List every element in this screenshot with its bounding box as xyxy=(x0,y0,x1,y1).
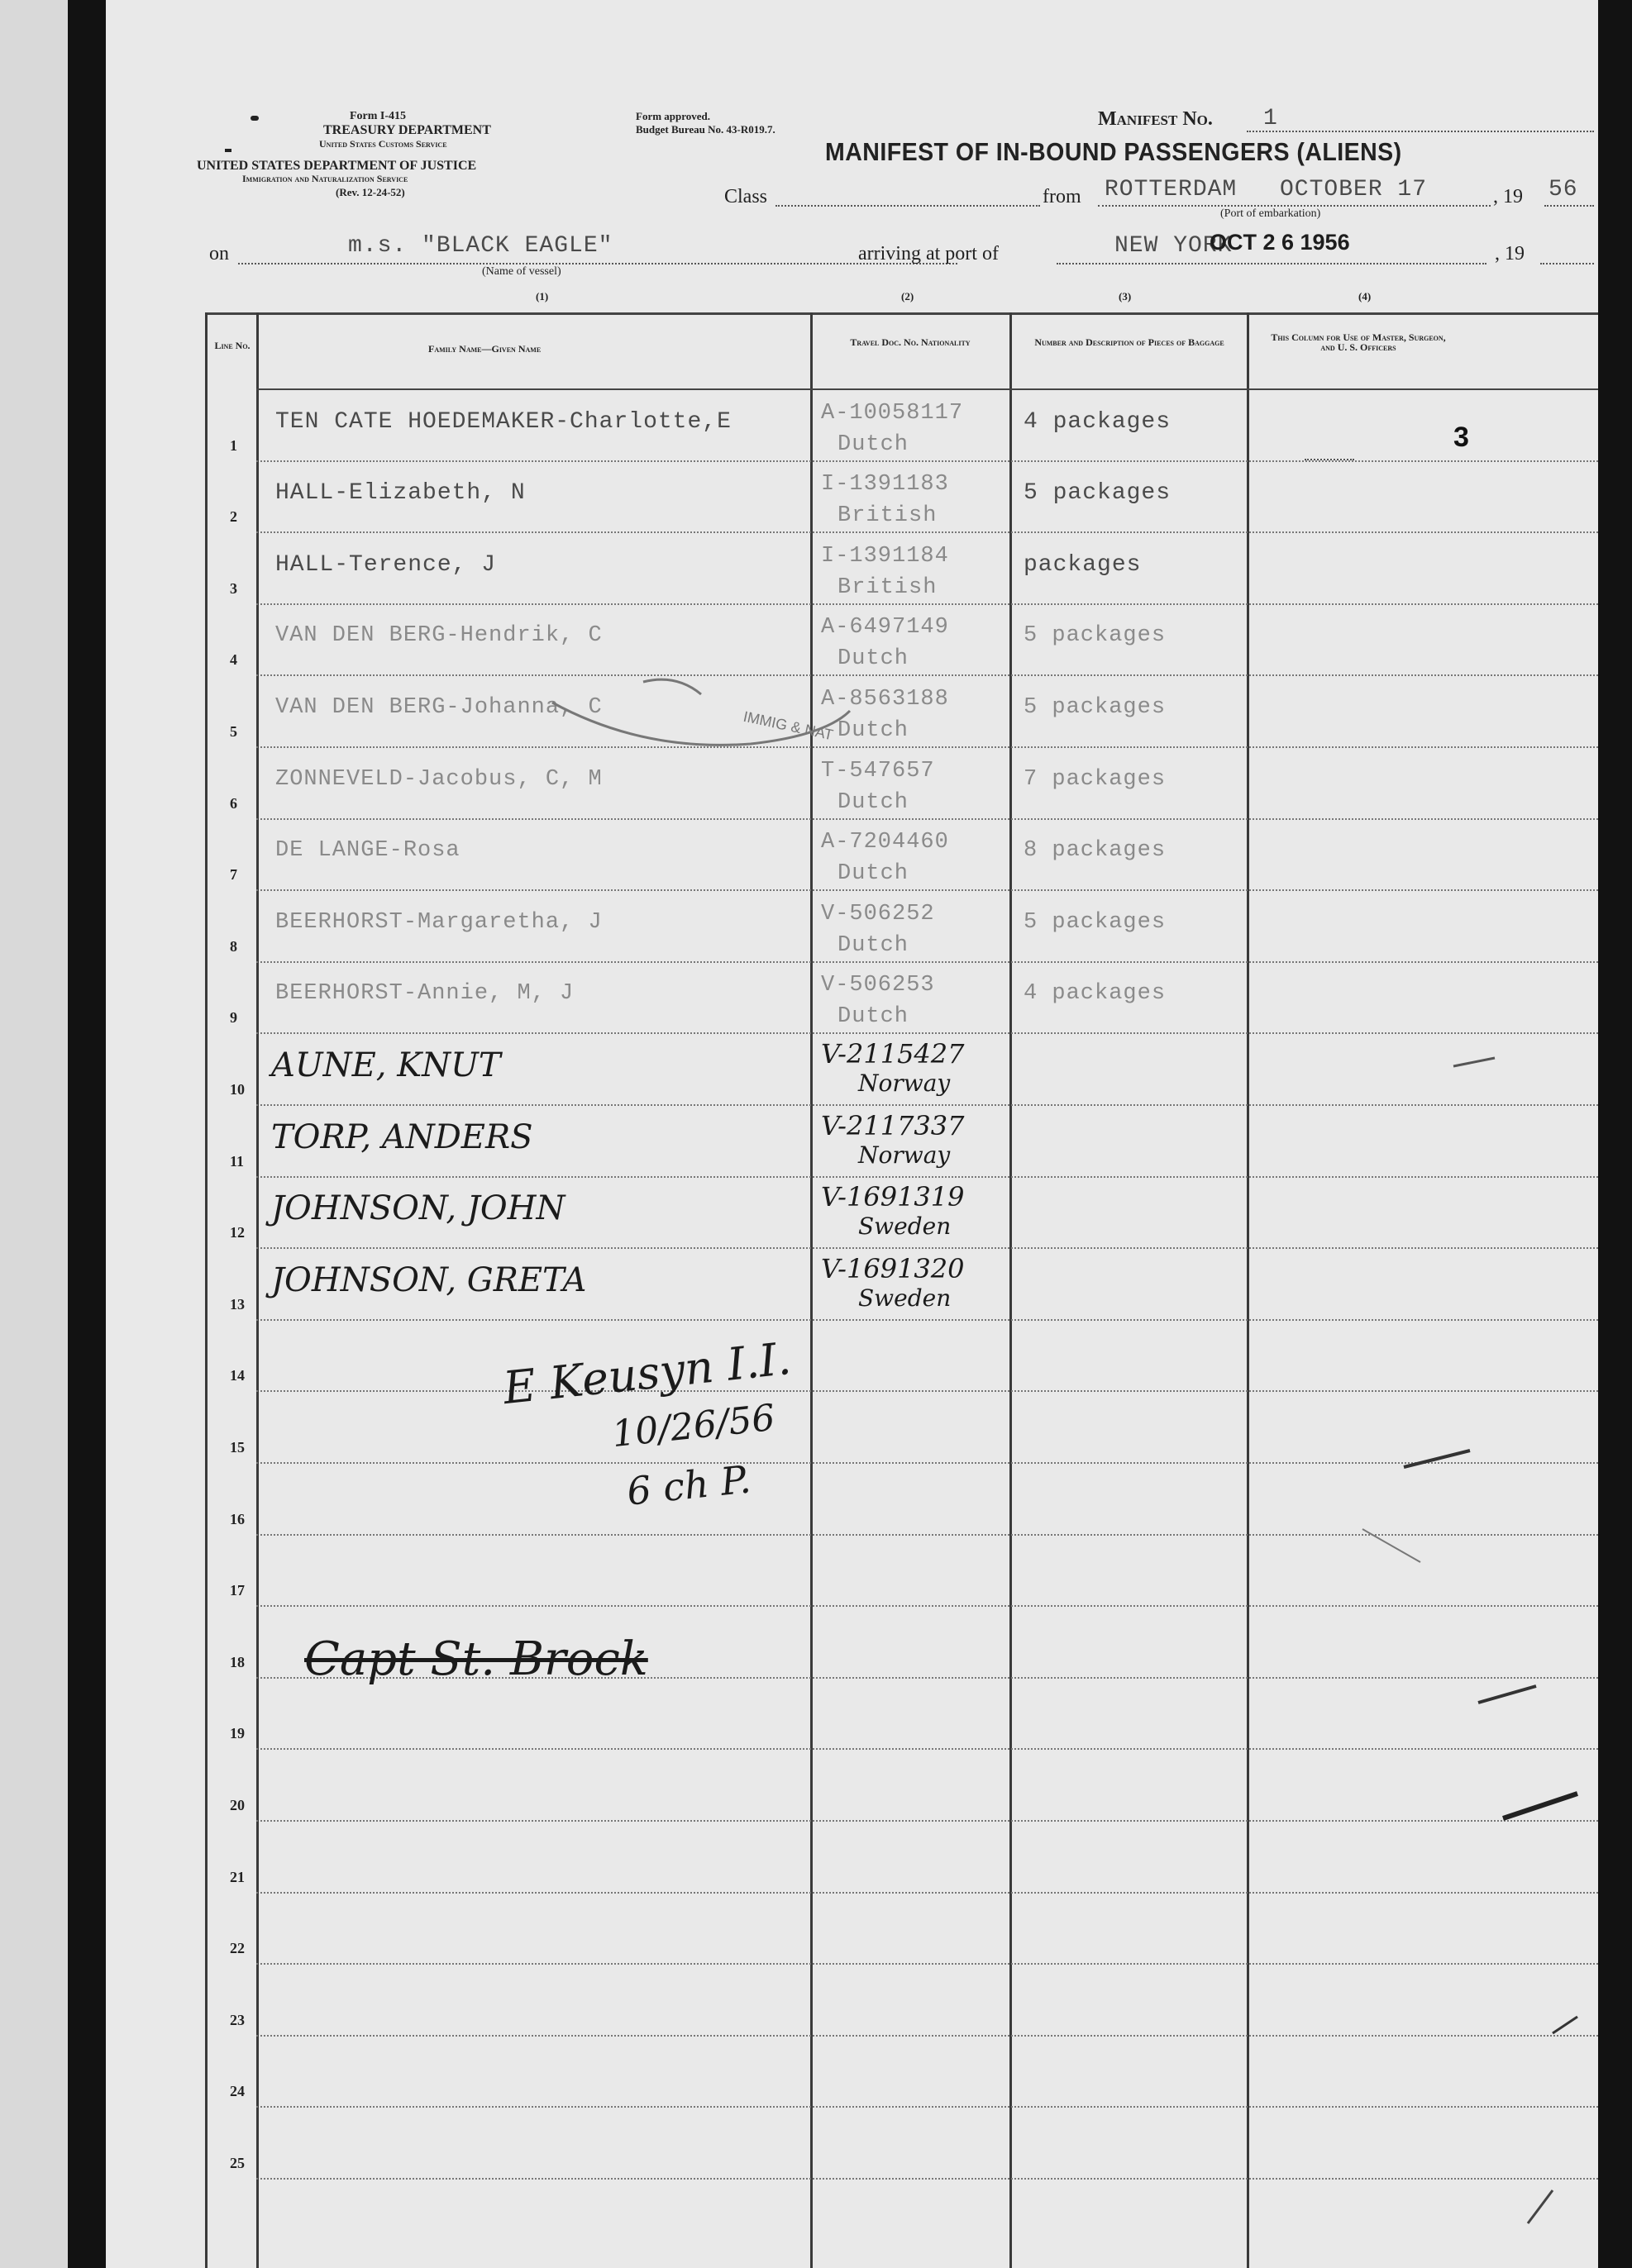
customs-service: United States Customs Service xyxy=(319,138,447,150)
row-rule xyxy=(256,746,1598,748)
line-number: 6 xyxy=(230,794,237,812)
travel-doc-number: V-506252 xyxy=(821,901,935,927)
row-rule xyxy=(256,674,1598,676)
passenger-name: BEERHORST-Margaretha, J xyxy=(275,909,603,935)
year-line xyxy=(1544,205,1594,207)
passenger-name: DE LANGE-Rosa xyxy=(275,838,460,864)
travel-doc-number: A-6497149 xyxy=(821,615,949,641)
line-number: 12 xyxy=(230,1224,245,1241)
nationality: Norway xyxy=(858,1141,951,1169)
line-number: 25 xyxy=(230,2155,245,2171)
count-mark: 3 xyxy=(1453,422,1469,453)
line-number: 20 xyxy=(230,1797,245,1813)
port-embarkation-caption: (Port of embarkation) xyxy=(1220,207,1321,220)
manifest-no-value: 1 xyxy=(1263,106,1278,131)
revision-date: (Rev. 12-24-52) xyxy=(336,186,405,198)
passenger-name: TORP, ANDERS xyxy=(271,1117,533,1156)
line-number: 19 xyxy=(230,1725,245,1742)
col-header-officers: This Column for Use of Master, Surgeon, and U. S. Officers xyxy=(1271,331,1446,353)
vessel-name: m.s. "BLACK EAGLE" xyxy=(348,233,613,259)
budget-bureau: Budget Bureau No. 43-R019.7. xyxy=(636,123,775,136)
col-num-3: (3) xyxy=(1119,290,1132,303)
nationality: British xyxy=(837,503,938,529)
baggage-description: 4 packages xyxy=(1024,408,1172,435)
baggage-description: 7 packages xyxy=(1024,766,1167,792)
col-header-travel-doc: Travel Doc. No. Nationality xyxy=(850,336,971,348)
adjacent-page-edge xyxy=(0,0,68,2268)
travel-doc-number: V-506253 xyxy=(821,973,935,998)
baggage-description: 8 packages xyxy=(1024,838,1167,864)
form-number: Form I-415 xyxy=(350,110,407,122)
line-col-divider xyxy=(256,312,259,2268)
table-left-border xyxy=(205,312,208,2268)
row-rule xyxy=(256,818,1598,820)
arrival-line xyxy=(1057,263,1486,264)
nationality: Sweden xyxy=(858,1284,952,1312)
row-rule xyxy=(256,531,1598,533)
line-number: 11 xyxy=(230,1152,245,1170)
baggage-description: 5 packages xyxy=(1024,909,1167,935)
nationality: Dutch xyxy=(837,789,909,815)
line-number: 7 xyxy=(230,866,237,884)
line-number: 15 xyxy=(230,1439,245,1456)
class-label: Class xyxy=(724,186,768,207)
nationality: Dutch xyxy=(837,431,909,457)
captain-signature: Capt St. Brock xyxy=(304,1632,648,1686)
baggage-description: packages xyxy=(1024,551,1142,578)
nationality: Sweden xyxy=(858,1213,952,1241)
passenger-name: ZONNEVELD-Jacobus, C, M xyxy=(275,766,603,792)
manifest-no-line xyxy=(1247,131,1594,132)
nationality: Dutch xyxy=(837,932,909,958)
line-number: 17 xyxy=(230,1582,245,1599)
line-number: 18 xyxy=(230,1653,245,1670)
ins-label: Immigration and Naturalization Service xyxy=(242,173,408,184)
passenger-name: VAN DEN BERG-Hendrik, C xyxy=(275,623,603,649)
punch-mark-2 xyxy=(225,149,231,152)
manifest-title: MANIFEST OF IN-BOUND PASSENGERS (ALIENS) xyxy=(825,137,1402,166)
line-number: 24 xyxy=(230,2083,245,2100)
arriving-label: arriving at port of xyxy=(858,243,999,264)
travel-doc-number: V-2115427 xyxy=(821,1038,965,1070)
signature-note: 6 ch P. xyxy=(624,1456,753,1514)
passenger-name: AUNE, KNUT xyxy=(271,1046,501,1084)
from-line xyxy=(1098,205,1491,207)
col-num-4: (4) xyxy=(1358,290,1372,303)
row-rule xyxy=(256,603,1598,605)
line-number: 22 xyxy=(230,1940,245,1957)
col-header-line-no: Line No. xyxy=(214,340,251,351)
passenger-name: TEN CATE HOEDEMAKER-Charlotte,E xyxy=(275,408,732,435)
line-number: 3 xyxy=(230,579,237,597)
arrival-date-stamp: OCT 2 6 1956 xyxy=(1210,230,1350,255)
nationality: Dutch xyxy=(837,861,909,887)
travel-doc-number: I-1391183 xyxy=(821,472,949,498)
baggage-description: 5 packages xyxy=(1024,623,1167,649)
travel-doc-number: A-7204460 xyxy=(821,830,949,855)
line-number: 8 xyxy=(230,937,237,955)
port-of-embarkation: ROTTERDAM xyxy=(1105,177,1238,202)
line-number: 14 xyxy=(230,1367,245,1384)
nationality: Dutch xyxy=(837,646,909,672)
line-number: 23 xyxy=(230,2011,245,2028)
from-label: from xyxy=(1043,186,1081,207)
officer-signature: E Keusyn I.I. xyxy=(500,1332,794,1415)
line-number: 10 xyxy=(230,1081,245,1098)
form-approved: Form approved. xyxy=(636,110,711,122)
nationality: Dutch xyxy=(837,718,909,743)
col-num-1: (1) xyxy=(536,290,549,303)
baggage-description: 5 packages xyxy=(1024,695,1167,720)
col-num-2: (2) xyxy=(901,290,914,303)
nationality: British xyxy=(837,574,938,600)
col-header-baggage: Number and Description of Pieces of Baggage xyxy=(1034,336,1224,348)
passenger-name: HALL-Terence, J xyxy=(275,551,497,578)
signature-date: 10/26/56 xyxy=(609,1396,777,1456)
line-number: 21 xyxy=(230,1868,245,1885)
travel-doc-number: A-8563188 xyxy=(821,687,949,712)
passenger-name: JOHNSON, JOHN xyxy=(271,1189,565,1228)
scan-marks xyxy=(1280,1033,1594,2268)
passenger-name: BEERHORST-Annie, M, J xyxy=(275,981,575,1007)
class-line xyxy=(775,205,1040,207)
line-number: 13 xyxy=(230,1295,245,1313)
on-label: on xyxy=(209,243,229,264)
manifest-no-label: Manifest No. xyxy=(1098,108,1213,130)
line-number: 1 xyxy=(230,436,237,454)
baggage-description: 4 packages xyxy=(1024,981,1167,1007)
line-number: 9 xyxy=(230,1009,237,1027)
line-number: 4 xyxy=(230,651,237,669)
nationality: Norway xyxy=(858,1070,951,1097)
row-rule xyxy=(256,889,1598,891)
stamp-text: IMMIG & NAT xyxy=(742,708,835,744)
travel-doc-number: I-1391184 xyxy=(821,543,949,569)
punch-mark xyxy=(251,116,259,121)
travel-doc-number: V-1691320 xyxy=(821,1252,965,1284)
vessel-line xyxy=(238,263,957,264)
line-number: 2 xyxy=(230,508,237,526)
arrival-year: , 19 xyxy=(1495,243,1525,264)
baggage-col-divider xyxy=(1247,312,1249,2268)
line-number: 5 xyxy=(230,723,237,740)
row-rule xyxy=(256,460,1598,462)
passenger-name: VAN DEN BERG-Johanna, C xyxy=(275,695,603,720)
travel-doc-number: V-1691319 xyxy=(821,1181,965,1213)
col-header-name: Family Name—Given Name xyxy=(428,343,542,355)
embarkation-year: 56 xyxy=(1548,177,1578,202)
passenger-name: JOHNSON, GRETA xyxy=(271,1260,587,1299)
justice-department: UNITED STATES DEPARTMENT OF JUSTICE xyxy=(197,159,477,173)
manifest-page xyxy=(106,0,1598,2268)
travel-doc-number: T-547657 xyxy=(821,758,935,784)
baggage-description: 5 packages xyxy=(1024,480,1172,507)
treasury-department: TREASURY DEPARTMENT xyxy=(323,123,491,137)
year-prefix: , 19 xyxy=(1493,186,1523,207)
dash-mark xyxy=(1305,459,1354,460)
table-top-border xyxy=(205,312,1598,315)
ink-stamp xyxy=(536,669,883,769)
nationality: Dutch xyxy=(837,1004,909,1030)
header-bottom-border xyxy=(256,388,1598,390)
embarkation-date: OCTOBER 17 xyxy=(1280,177,1428,202)
doc-col-divider xyxy=(1009,312,1012,2268)
name-col-divider xyxy=(810,312,813,2268)
travel-doc-number: A-10058117 xyxy=(821,400,964,426)
travel-doc-number: V-2117337 xyxy=(821,1109,965,1141)
arrival-port: NEW YORK xyxy=(1114,233,1233,259)
row-rule xyxy=(256,961,1598,963)
vessel-caption: (Name of vessel) xyxy=(482,265,561,278)
arrival-year-line xyxy=(1540,263,1594,264)
passenger-name: HALL-Elizabeth, N xyxy=(275,480,526,507)
line-number: 16 xyxy=(230,1510,245,1527)
